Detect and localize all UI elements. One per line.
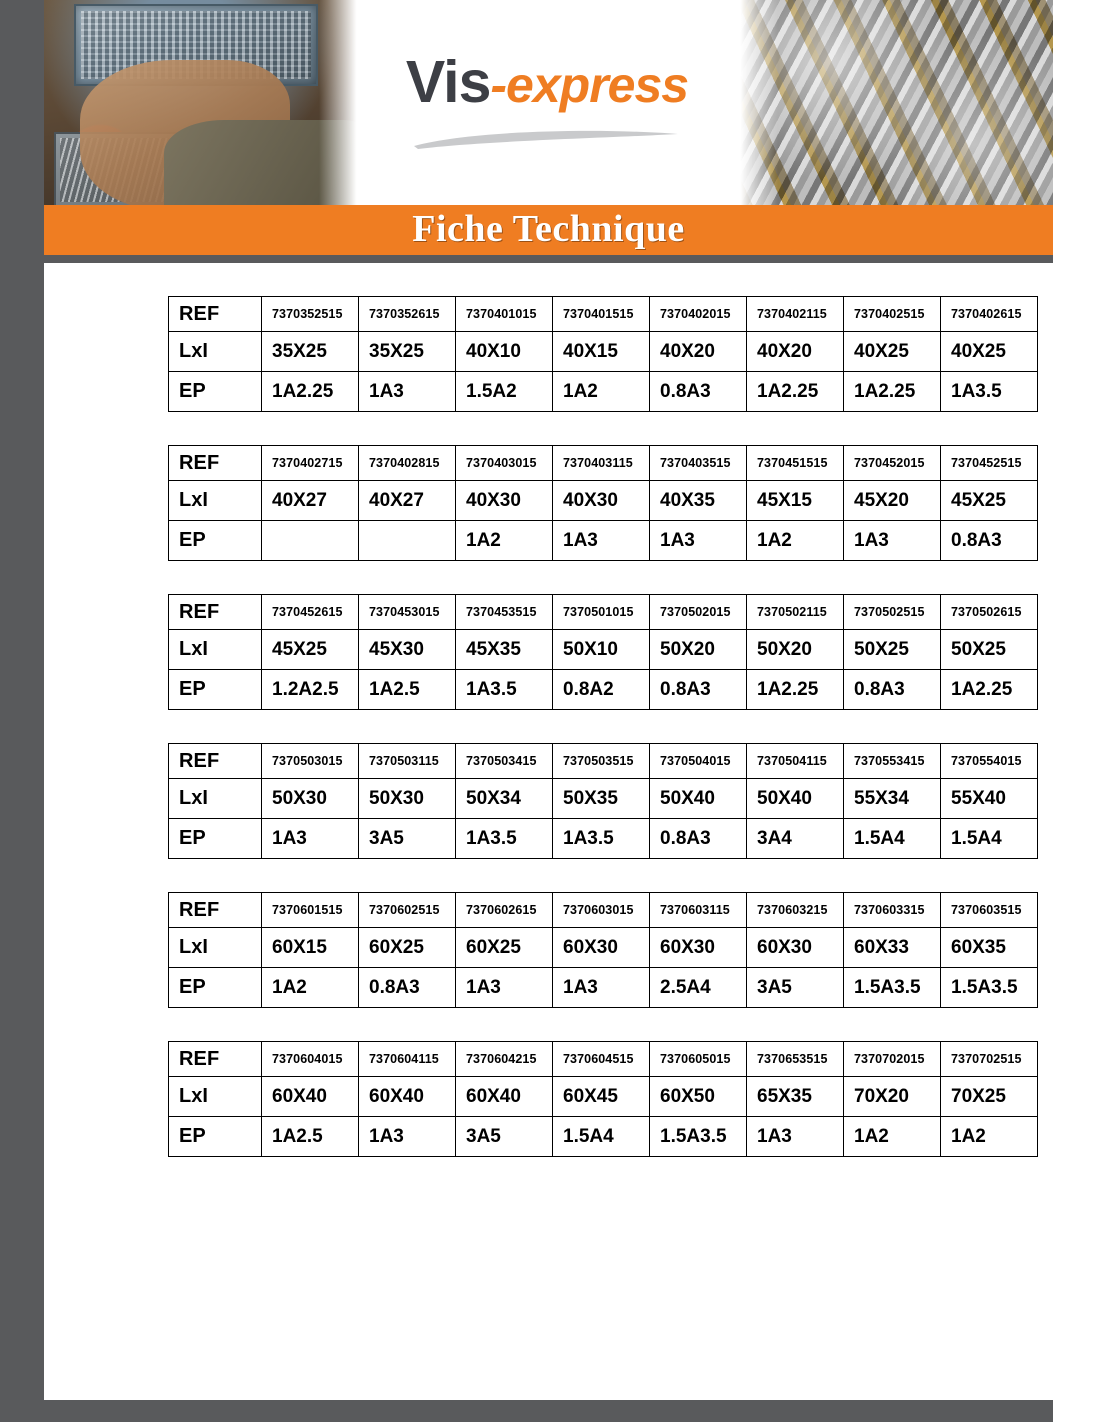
row-label-ref: REF: [169, 446, 262, 481]
lxl-cell: 60X33: [844, 928, 941, 968]
ep-cell: [262, 521, 359, 561]
screws-photo-highlight: [735, 0, 1053, 205]
ep-cell: 1.2A2.5: [262, 670, 359, 710]
ref-cell: 7370604115: [359, 1042, 456, 1077]
ref-cell: 7370403015: [456, 446, 553, 481]
ep-cell: 3A5: [359, 819, 456, 859]
row-label-ep: EP: [169, 372, 262, 412]
ep-cell: 1A3.5: [941, 372, 1038, 412]
ep-cell: 1A3: [262, 819, 359, 859]
row-label-ep: EP: [169, 968, 262, 1008]
ep-cell: 1A3: [359, 1117, 456, 1157]
ep-cell: 1A2: [941, 1117, 1038, 1157]
ref-cell: 7370603015: [553, 893, 650, 928]
ref-cell: 7370352515: [262, 297, 359, 332]
lxl-cell: 40X15: [553, 332, 650, 372]
ref-cell: 7370451515: [747, 446, 844, 481]
table-row: [169, 893, 1038, 928]
ep-cell: 1.5A4: [553, 1117, 650, 1157]
ep-cell: 0.8A3: [650, 372, 747, 412]
ref-cell: 7370554015: [941, 744, 1038, 779]
row-label-ref: REF: [169, 595, 262, 630]
ep-cell: 1.5A3.5: [844, 968, 941, 1008]
ref-cell: 7370402115: [747, 297, 844, 332]
lxl-cell: 45X30: [359, 630, 456, 670]
lxl-cell: 50X25: [844, 630, 941, 670]
workbench-photo: [44, 0, 359, 205]
ep-cell: 1A2: [553, 372, 650, 412]
ref-cell: 7370504015: [650, 744, 747, 779]
ref-cell: 7370402615: [941, 297, 1038, 332]
row-label-ref: REF: [169, 893, 262, 928]
ref-cell: 7370553415: [844, 744, 941, 779]
table-row: [169, 332, 1038, 372]
row-label-lxl: LxI: [169, 332, 262, 372]
ep-cell: 0.8A3: [650, 819, 747, 859]
ref-cell: 7370702015: [844, 1042, 941, 1077]
lxl-cell: 45X35: [456, 630, 553, 670]
lxl-cell: 40X35: [650, 481, 747, 521]
ref-cell: 7370502515: [844, 595, 941, 630]
photo-fade-left: [319, 0, 359, 205]
lxl-cell: 50X34: [456, 779, 553, 819]
ref-cell: 7370605015: [650, 1042, 747, 1077]
lxl-cell: 65X35: [747, 1077, 844, 1117]
ep-cell: 0.8A3: [359, 968, 456, 1008]
lxl-cell: 50X40: [650, 779, 747, 819]
ep-cell: 1A3: [456, 968, 553, 1008]
lxl-cell: 60X40: [456, 1077, 553, 1117]
ep-cell: 0.8A3: [941, 521, 1038, 561]
row-label-ep: EP: [169, 670, 262, 710]
ref-cell: 7370502615: [941, 595, 1038, 630]
table-row: [169, 1077, 1038, 1117]
ref-cell: 7370403115: [553, 446, 650, 481]
ep-cell: 3A5: [747, 968, 844, 1008]
ep-cell: 1.5A2: [456, 372, 553, 412]
table-row: [169, 1117, 1038, 1157]
lxl-cell: 40X20: [650, 332, 747, 372]
table-row: [169, 630, 1038, 670]
lxl-cell: 60X40: [359, 1077, 456, 1117]
row-label-lxl: LxI: [169, 779, 262, 819]
ep-cell: 1A2: [844, 1117, 941, 1157]
lxl-cell: 40X10: [456, 332, 553, 372]
ep-cell: 0.8A3: [650, 670, 747, 710]
ref-cell: 7370602615: [456, 893, 553, 928]
document-header: [44, 0, 1053, 205]
row-label-ep: EP: [169, 1117, 262, 1157]
spec-table: [168, 296, 1038, 412]
lxl-cell: 45X15: [747, 481, 844, 521]
ep-cell: 1A2: [456, 521, 553, 561]
title-banner-underline: [44, 255, 1053, 263]
ep-cell: 1.5A4: [844, 819, 941, 859]
page-footer-band: [44, 1400, 1053, 1422]
ep-cell: 1A2.5: [262, 1117, 359, 1157]
ref-cell: 7370502015: [650, 595, 747, 630]
table-row: [169, 1042, 1038, 1077]
row-label-ref: REF: [169, 744, 262, 779]
lxl-cell: 60X25: [456, 928, 553, 968]
page-title: Fiche Technique: [412, 208, 685, 250]
ref-cell: 7370453015: [359, 595, 456, 630]
lxl-cell: 55X34: [844, 779, 941, 819]
lxl-cell: 60X25: [359, 928, 456, 968]
ep-cell: 0.8A2: [553, 670, 650, 710]
ref-cell: 7370603315: [844, 893, 941, 928]
lxl-cell: 60X45: [553, 1077, 650, 1117]
photo-fade-right: [735, 0, 778, 205]
ref-cell: 7370604015: [262, 1042, 359, 1077]
lxl-cell: 60X30: [553, 928, 650, 968]
ep-cell: 1A3: [650, 521, 747, 561]
ref-cell: 7370352615: [359, 297, 456, 332]
ref-cell: 7370503115: [359, 744, 456, 779]
lxl-cell: 50X20: [747, 630, 844, 670]
screws-photo: [735, 0, 1053, 205]
table-row: [169, 779, 1038, 819]
ep-cell: 1A3: [553, 521, 650, 561]
spec-table: [168, 445, 1038, 561]
table-row: [169, 968, 1038, 1008]
ep-cell: 2.5A4: [650, 968, 747, 1008]
lxl-cell: 50X10: [553, 630, 650, 670]
table-row: [169, 372, 1038, 412]
table-row: [169, 670, 1038, 710]
lxl-cell: 60X30: [747, 928, 844, 968]
table-row: [169, 481, 1038, 521]
logo-area: [359, 0, 735, 205]
ref-cell: 7370402515: [844, 297, 941, 332]
row-label-lxl: LxI: [169, 481, 262, 521]
lxl-cell: 70X20: [844, 1077, 941, 1117]
ref-cell: 7370403515: [650, 446, 747, 481]
ep-cell: 1A3: [844, 521, 941, 561]
ref-cell: 7370603215: [747, 893, 844, 928]
ref-cell: 7370503415: [456, 744, 553, 779]
lxl-cell: 70X25: [941, 1077, 1038, 1117]
lxl-cell: 50X30: [359, 779, 456, 819]
ep-cell: 1.5A4: [941, 819, 1038, 859]
ep-cell: 1.5A3.5: [650, 1117, 747, 1157]
ep-cell: 1A3: [359, 372, 456, 412]
lxl-cell: 45X25: [262, 630, 359, 670]
ep-cell: 1A3.5: [456, 819, 553, 859]
spec-table: [168, 743, 1038, 859]
lxl-cell: 40X27: [262, 481, 359, 521]
ref-cell: 7370503515: [553, 744, 650, 779]
ep-cell: [359, 521, 456, 561]
ep-cell: 1A2.25: [941, 670, 1038, 710]
lxl-cell: 40X30: [456, 481, 553, 521]
lxl-cell: 40X25: [941, 332, 1038, 372]
spec-tables-container: [168, 296, 1022, 1190]
lxl-cell: 45X20: [844, 481, 941, 521]
table-row: [169, 446, 1038, 481]
ref-cell: 7370601515: [262, 893, 359, 928]
ref-cell: 7370503015: [262, 744, 359, 779]
lxl-cell: 50X35: [553, 779, 650, 819]
ref-cell: 7370604515: [553, 1042, 650, 1077]
table-row: [169, 595, 1038, 630]
ep-cell: 0.8A3: [844, 670, 941, 710]
spec-table: [168, 892, 1038, 1008]
table-row: [169, 297, 1038, 332]
page-right-margin: [1053, 0, 1100, 1422]
lxl-cell: 60X40: [262, 1077, 359, 1117]
table-row: [169, 928, 1038, 968]
ref-cell: 7370402715: [262, 446, 359, 481]
row-label-lxl: LxI: [169, 630, 262, 670]
row-label-ep: EP: [169, 521, 262, 561]
row-label-lxl: LxI: [169, 1077, 262, 1117]
lxl-cell: 40X25: [844, 332, 941, 372]
lxl-cell: 55X40: [941, 779, 1038, 819]
lxl-cell: 35X25: [262, 332, 359, 372]
ep-cell: 1A2.25: [747, 670, 844, 710]
lxl-cell: 35X25: [359, 332, 456, 372]
lxl-cell: 60X50: [650, 1077, 747, 1117]
table-row: [169, 744, 1038, 779]
ref-cell: 7370603115: [650, 893, 747, 928]
ep-cell: 1A3.5: [456, 670, 553, 710]
ref-cell: 7370453515: [456, 595, 553, 630]
brand-name-primary: Vis: [405, 49, 491, 115]
row-label-lxl: LxI: [169, 928, 262, 968]
ref-cell: 7370401515: [553, 297, 650, 332]
lxl-cell: 50X30: [262, 779, 359, 819]
ref-cell: 7370452515: [941, 446, 1038, 481]
lxl-cell: 40X30: [553, 481, 650, 521]
ep-cell: 1A2: [262, 968, 359, 1008]
ref-cell: 7370603515: [941, 893, 1038, 928]
lxl-cell: 45X25: [941, 481, 1038, 521]
ep-cell: 1A2.25: [262, 372, 359, 412]
ref-cell: 7370501015: [553, 595, 650, 630]
lxl-cell: 50X25: [941, 630, 1038, 670]
lxl-cell: 40X20: [747, 332, 844, 372]
ep-cell: 1A3: [747, 1117, 844, 1157]
page-left-sidebar-band: [0, 0, 44, 1422]
lxl-cell: 40X27: [359, 481, 456, 521]
ref-cell: 7370402015: [650, 297, 747, 332]
row-label-ref: REF: [169, 1042, 262, 1077]
ep-cell: 1A2.25: [844, 372, 941, 412]
spec-table: [168, 1041, 1038, 1157]
ref-cell: 7370653515: [747, 1042, 844, 1077]
lxl-cell: 60X35: [941, 928, 1038, 968]
ref-cell: 7370452015: [844, 446, 941, 481]
lxl-cell: 60X30: [650, 928, 747, 968]
lxl-cell: 50X20: [650, 630, 747, 670]
brand-logo: [406, 48, 688, 116]
table-row: [169, 819, 1038, 859]
ep-cell: 1A2.25: [747, 372, 844, 412]
ep-cell: 1A2.5: [359, 670, 456, 710]
table-row: [169, 521, 1038, 561]
row-label-ep: EP: [169, 819, 262, 859]
ref-cell: 7370502115: [747, 595, 844, 630]
swoosh-icon: [412, 128, 682, 150]
ep-cell: 1A3.5: [553, 819, 650, 859]
ep-cell: 1A2: [747, 521, 844, 561]
ref-cell: 7370452615: [262, 595, 359, 630]
ep-cell: 3A4: [747, 819, 844, 859]
lxl-cell: 50X40: [747, 779, 844, 819]
ref-cell: 7370504115: [747, 744, 844, 779]
ep-cell: 1.5A3.5: [941, 968, 1038, 1008]
spec-table: [168, 594, 1038, 710]
title-banner: [44, 205, 1053, 255]
ep-cell: 1A3: [553, 968, 650, 1008]
ep-cell: 3A5: [456, 1117, 553, 1157]
ref-cell: 7370401015: [456, 297, 553, 332]
ref-cell: 7370402815: [359, 446, 456, 481]
lxl-cell: 60X15: [262, 928, 359, 968]
ref-cell: 7370602515: [359, 893, 456, 928]
row-label-ref: REF: [169, 297, 262, 332]
brand-name-secondary: -express: [490, 57, 689, 113]
ref-cell: 7370702515: [941, 1042, 1038, 1077]
ref-cell: 7370604215: [456, 1042, 553, 1077]
